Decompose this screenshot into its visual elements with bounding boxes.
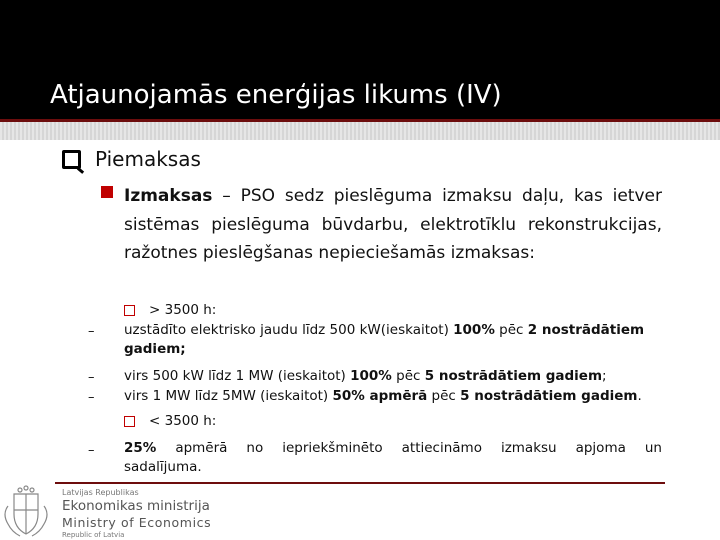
bullet-level1 [62, 147, 201, 171]
item-period: 5 nostrādātiem gadiem [460, 388, 638, 404]
decorative-band [0, 122, 720, 140]
item-punct: ; [602, 368, 607, 384]
dash-bullet: – [88, 390, 95, 405]
item-punct: . [637, 388, 642, 404]
subgroup-over-3500 [124, 302, 216, 318]
coat-of-arms-icon [0, 484, 52, 540]
item-percent: 100% [453, 322, 495, 338]
w4: attiecināmo [401, 440, 482, 456]
checkbox-bullet-icon [62, 150, 81, 169]
footer-divider [55, 482, 665, 484]
w2: no [246, 440, 264, 456]
item-percent: 25% [124, 440, 157, 456]
item-text: pēc [494, 322, 528, 338]
square-bullet-icon [101, 186, 113, 198]
item-period: 2 nostrādātiem [527, 322, 645, 338]
slide-title: Atjaunojamās enerģijas likums (IV) [50, 80, 502, 110]
dash-bullet: – [88, 324, 95, 339]
term-description: – PSO sedz pieslēguma izmaksu daļu, kas ietver sistēmas pieslēguma būvdarbu, elektrotīklu rekonstrukcijas, ražotnes pieslēgšanas nepieciešamās izmaksas: [124, 186, 662, 263]
item-text: uzstādīto elektrisko jaudu līdz 500 kW(ieskaitot) [124, 322, 454, 338]
list-item [124, 367, 607, 386]
ministry-name-lv: Ekonomikas ministrija [62, 498, 210, 514]
subgroup-label: > 3500 h: [149, 302, 217, 318]
item-percent: 100% [350, 368, 392, 384]
list-item [124, 321, 644, 359]
item-text: pēc [427, 388, 461, 404]
w7: un [644, 440, 662, 456]
dash-bullet: – [88, 443, 95, 458]
subgroup-under-3500 [124, 413, 216, 429]
hollow-square-bullet-icon [124, 416, 135, 427]
hollow-square-bullet-icon [124, 305, 135, 316]
item-percent: 50% apmērā [332, 388, 428, 404]
item-period-continued: gadiem; [124, 341, 186, 357]
bullet-level2-text [124, 182, 662, 268]
w1: apmērā [175, 440, 228, 456]
w3: iepriekšminēto [282, 440, 383, 456]
w5: izmaksu [500, 440, 557, 456]
item-line-2: sadalījuma. [124, 459, 202, 475]
item-period: 5 nostrādātiem gadiem [424, 368, 603, 384]
item-text: pēc [391, 368, 425, 384]
item-text: virs 1 MW līdz 5MW (ieskaitot) [124, 388, 333, 404]
ministry-name-en: Ministry of Economics [62, 515, 212, 530]
republic-label-lv: Latvijas Republikas [62, 488, 139, 497]
republic-label-en: Republic of Latvia [62, 531, 125, 539]
term-izmaksas: Izmaksas [124, 186, 213, 206]
item-line-justified [124, 439, 662, 458]
subgroup-label: < 3500 h: [149, 413, 217, 429]
list-item [124, 439, 662, 477]
item-text: virs 500 kW līdz 1 MW (ieskaitot) [124, 368, 351, 384]
w6: apjoma [575, 440, 626, 456]
bullet-level1-label: Piemaksas [95, 147, 201, 171]
list-item [124, 387, 642, 406]
dash-bullet: – [88, 370, 95, 385]
